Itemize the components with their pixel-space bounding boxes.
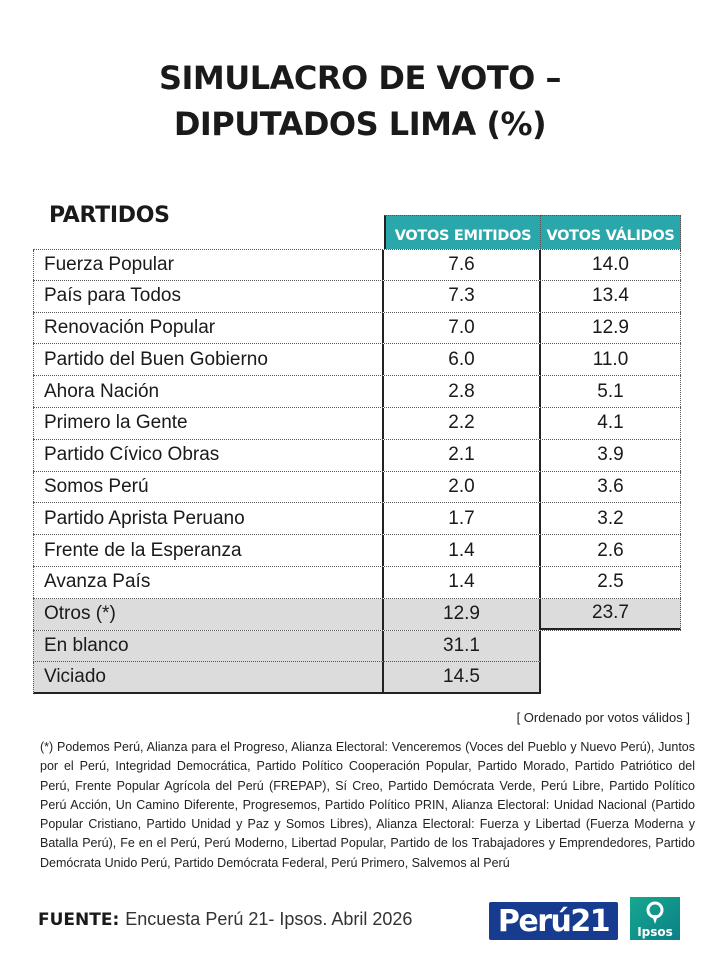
votos-validos-cell: 23.7 (541, 599, 681, 630)
party-name-cell: Partido Cívico Obras (33, 440, 384, 471)
votos-emitidos-cell: 6.0 (384, 344, 541, 375)
source-text: Encuesta Perú 21- Ipsos. Abril 2026 (125, 909, 413, 929)
votos-validos-cell: 13.4 (541, 281, 681, 312)
votos-validos-cell: 2.5 (541, 567, 681, 598)
votos-emitidos-cell: 7.6 (384, 250, 541, 280)
party-name-cell: Somos Perú (33, 472, 384, 503)
votos-validos-cell (541, 662, 681, 694)
table-row (33, 535, 681, 567)
table-row (33, 567, 681, 599)
table-row (33, 313, 681, 345)
source-label: FUENTE: (38, 910, 120, 930)
party-name-cell: Fuerza Popular (33, 250, 384, 280)
title-line-2: DIPUTADOS LIMA (%) (173, 105, 547, 143)
votos-validos-cell: 12.9 (541, 313, 681, 344)
source-line (38, 909, 412, 930)
table-row (33, 599, 681, 631)
peru21-logo-text: Perú21 (497, 903, 610, 939)
votos-emitidos-header: VOTOS EMITIDOS (384, 215, 541, 249)
votos-validos-cell (541, 631, 681, 663)
party-name-cell: Frente de la Esperanza (33, 535, 384, 566)
table-row (33, 503, 681, 535)
votos-emitidos-cell: 1.7 (384, 503, 541, 534)
table-row (33, 472, 681, 504)
votos-validos-header: VOTOS VÁLIDOS (541, 215, 681, 249)
votos-validos-cell: 3.2 (541, 503, 681, 534)
partidos-header: PARTIDOS (49, 203, 170, 228)
party-name-cell: En blanco (33, 631, 384, 663)
title-line-1: SIMULACRO DE VOTO – (158, 59, 562, 97)
footnote: (*) Podemos Perú, Alianza para el Progreso, Alianza Electoral: Venceremos (Voces del Pueblo y Nuevo Perú), Juntos por el Perú, Integridad Democrática, Partido Político Cooperación Popular, Partido Morado, Partido Patriótico del Perú, Frente Popular Agrícola del Perú (FREPAP), Sí Creo, Partido Demócrata Verde, Perú Libre, Partido Político Perú Acción, Un Camino Diferente, Progresemos, Partido Político PRIN, Alianza Electoral: Unidad Nacional (Partido Popular Cristiano, Partido Unidad y Paz y Somos Libres), Alianza Electoral: Fuerza y Libertad (Fuerza Moderna y Batalla Perú), Fe en el Perú, Perú Moderno, Libertad Popular, Partido de los Trabajadores y Emprendedores, Partido Demócrata Unido Perú, Partido Demócrata Federal, Perú Primero, Salvemos al Perú (40, 740, 695, 870)
votos-emitidos-cell: 7.0 (384, 313, 541, 344)
party-name-cell: Partido Aprista Peruano (33, 503, 384, 534)
votos-emitidos-cell: 2.0 (384, 472, 541, 503)
party-name-cell: Otros (*) (33, 599, 384, 630)
ipsos-logo-icon (628, 895, 682, 942)
results-table (33, 249, 681, 694)
votos-emitidos-cell: 1.4 (384, 535, 541, 566)
table-row (33, 631, 681, 663)
votos-emitidos-cell: 14.5 (384, 662, 541, 694)
votos-emitidos-cell: 2.1 (384, 440, 541, 471)
party-name-cell: Ahora Nación (33, 376, 384, 407)
table-row (33, 376, 681, 408)
votos-validos-cell: 3.9 (541, 440, 681, 471)
votos-emitidos-cell: 2.8 (384, 376, 541, 407)
page-title (0, 55, 720, 147)
table-row (33, 408, 681, 440)
votos-validos-cell: 4.1 (541, 408, 681, 439)
table-row (33, 662, 681, 694)
table-row (33, 440, 681, 472)
ipsos-logo (628, 895, 682, 942)
party-name-cell: Partido del Buen Gobierno (33, 344, 384, 375)
votos-emitidos-cell: 1.4 (384, 567, 541, 598)
peru21-logo (489, 902, 618, 940)
votos-emitidos-cell: 2.2 (384, 408, 541, 439)
party-name-cell: Viciado (33, 662, 384, 694)
table-row (33, 344, 681, 376)
votos-emitidos-cell: 31.1 (384, 631, 541, 663)
order-note: [ Ordenado por votos válidos ] (516, 710, 690, 725)
party-name-cell: Primero la Gente (33, 408, 384, 439)
party-name-cell: Avanza País (33, 567, 384, 598)
ipsos-logo-text: Ipsos (637, 925, 673, 939)
votos-validos-cell: 3.6 (541, 472, 681, 503)
votos-validos-cell: 2.6 (541, 535, 681, 566)
table-row (33, 281, 681, 313)
votos-emitidos-cell: 12.9 (384, 599, 541, 630)
votos-validos-cell: 14.0 (541, 250, 681, 280)
votos-validos-cell: 11.0 (541, 344, 681, 375)
table-row (33, 249, 681, 281)
party-name-cell: País para Todos (33, 281, 384, 312)
votos-emitidos-cell: 7.3 (384, 281, 541, 312)
party-name-cell: Renovación Popular (33, 313, 384, 344)
votos-validos-cell: 5.1 (541, 376, 681, 407)
